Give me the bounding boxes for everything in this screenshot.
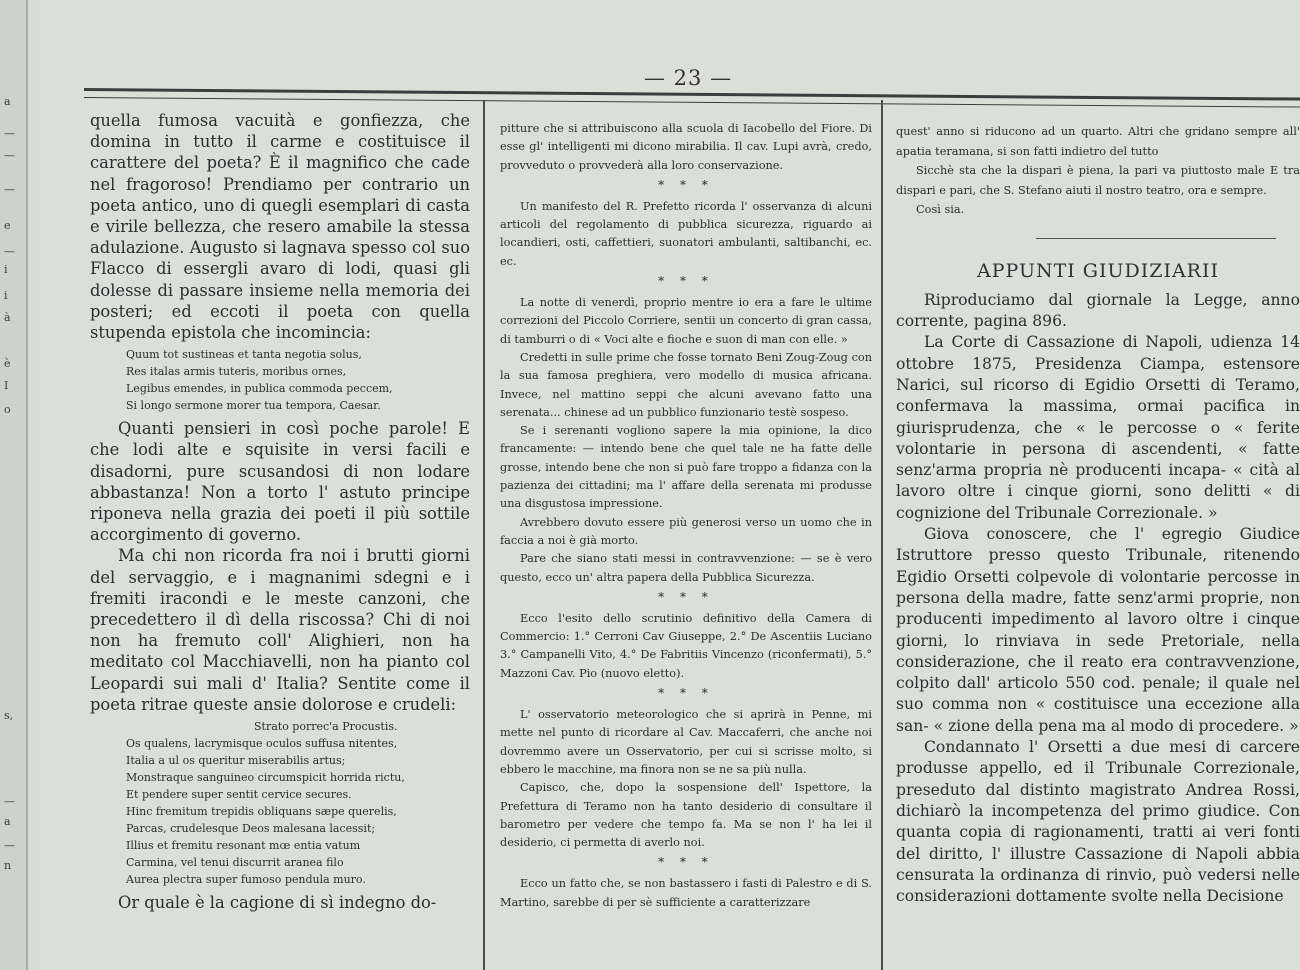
margin-glyph: i — [4, 289, 8, 302]
verse-line: Res italas armis tuteris, moribus ornes, — [126, 365, 347, 379]
verse-line: Si longo sermone morer tua tempora, Caesar. — [126, 399, 381, 413]
paragraph: Ecco l'esito dello scrutinio definitivo della Camera di Commercio: 1.° Cerroni Cav Giuseppe, 2.° De Ascentiis Luciano 3.° Campanelli Vito, 4.° De Fabritiis Vincenzo (riconfermati), 5.° Mazzoni Cav. Pio (nuovo eletto). — [500, 611, 872, 680]
section-separator: * * * — [658, 589, 714, 604]
margin-glyph: a — [4, 95, 11, 108]
paragraph: L' osservatorio meteorologico che si aprirà in Penne, mi mette nel punto di ricordare al Cav. Maccaferri, che anche noi dovremmo avere un Osservatorio, per cui si scrisse molto, si ebbero le macchine, ma finora non se ne sa più nulla. — [500, 708, 872, 776]
margin-glyph: — — [4, 127, 15, 140]
margin-glyph: — — [4, 183, 15, 196]
paragraph: La notte di venerdì, proprio mentre io era a fare le ultime correzioni del Piccolo Corriere, sentii un concerto di gran cassa, di tamburri o di « Voci alte e fioche e suon di man con elle. » — [500, 296, 872, 346]
verse-line: Aurea plectra super fumoso pendula muro. — [126, 873, 366, 887]
paragraph: Giova conoscere, che l' egregio Giudice Istruttore presso questo Tribunale, ritenendo Egidio Orsetti colpevole di volontarie percosse in persona della madre, fatte senz'armi proprie, non producenti impedimento al lavoro oltre i cinque giorni, lo rinviava in sede Pretoriale, nella considerazione, che il reato era contravvenzione, colpito dall' articolo 550 cod. penale; il quale nel suo comma non « costituisce una eccezione alla san- « zione della pena ma al modo di procedere. » — [896, 525, 1300, 735]
verse-attribution: Strato porrec'a Procustis. — [254, 720, 398, 734]
margin-glyph: i — [4, 263, 8, 276]
verse-line: Os qualens, lacrymisque oculos suffusa nitentes, — [126, 737, 398, 751]
paragraph: Ecco un fatto che, se non bastassero i fasti di Palestro e di S. Martino, sarebbe di per sè sufficiente a caratterizzare — [500, 877, 872, 909]
margin-glyph: I — [4, 379, 9, 392]
header-rule — [84, 88, 1300, 108]
paragraph: Condannato l' Orsetti a due mesi di carcere produsse appello, ed il Tribunale Correzionale, preseduto dal distinto magistrato Andrea Rossi, dichiarò la incompetenza del primo giudice. Con quanta copia di ragionamenti, tratti ai veri fonti del diritto, l' illustre Cassazione di Napoli abbia censurata la ordinanza di rinvio, può vedersi nelle considerazioni dottamente svolte nella Decisione — [896, 738, 1300, 906]
paragraph: Or quale è la cagione di sì indegno do- — [118, 893, 437, 913]
margin-glyph: à — [4, 311, 11, 324]
verse-line: Quum tot sustineas et tanta negotia solus, — [126, 348, 362, 362]
paragraph: Pare che siano stati messi in contravvenzione: — se è vero questo, ecco un' altra papera della Pubblica Sicurezza. — [500, 552, 872, 584]
paragraph: quella fumosa vacuità e gonfiezza, che domina in tutto il carme e costituisce il carattere del poeta? È il magnifico che cade nel fragoroso! Prendiamo per contrario un poeta antico, uno di quegli esemplari di casta e virile bellezza, che resero amabile la stessa adulazione. Augusto si lagnava spesso col suo Flacco di essergli avaro di lodi, quasi gli dolesse di passare insieme nella memoria dei posteri; ed eccoti il poeta con quella stupenda epistola che incomincia: — [90, 111, 470, 343]
section-separator: * * * — [658, 855, 714, 870]
paragraph: Così sia. — [916, 203, 965, 216]
section-separator: * * * — [658, 274, 714, 289]
latin-verse — [126, 718, 470, 888]
verse-line: Italia a ul os queritur miserabilis artus; — [126, 754, 346, 768]
latin-verse — [126, 346, 470, 414]
adjacent-page-margin — [0, 0, 28, 970]
paragraph: Credetti in sulle prime che fosse tornato Beni Zoug-Zoug con la sua famosa preghiera, vero modello di musica africana. Invece, nel mattino seppi che alcuni avevano fatto una serenata... chinese ad un pubblico funzionario testè sospeso. — [500, 350, 872, 419]
verse-line: Legibus emendes, in publica commoda peccem, — [126, 382, 393, 396]
margin-glyph: o — [4, 403, 11, 416]
margin-glyph: — — [4, 795, 15, 808]
verse-line: Parcas, crudelesque Deos malesana lacessit; — [126, 822, 376, 836]
margin-glyph: a — [4, 815, 11, 828]
margin-glyph: — — [4, 245, 15, 258]
verse-line: Hinc fremitum trepidis obliquans sæpe querelis, — [126, 805, 397, 819]
paragraph: Quanti pensieri in così poche parole! E che lodi alte e squisite in versi facili e disadorni, pure scusandosi di non lodare abbastanza! Non a torto l' astuto principe riponeva nella grazia dei poeti il più sottile accorgimento di governo. — [90, 419, 470, 545]
paragraph: Capisco, che, dopo la sospensione dell' Ispettore, la Prefettura di Teramo non ha tanto desiderio di consultare il barometro per vedere che tempo fa. Ma se non l' ha lei il desiderio, ci permetta di averlo noi. — [500, 781, 872, 850]
paragraph: La Corte di Cassazione di Napoli, udienza 14 ottobre 1875, Presidenza Ciampa, estensore Narici, sul ricorso di Egidio Orsetti di Teramo, confermava la massima, ormai pacifica in giurisprudenza, che « le percosse o « ferite volontarie in persona di ascendenti, « fatte senz'arma propria nè producenti incapa- « cità al lavoro oltre i cinque giorni, sono delitti « di cognizione del Tribunale Correzionale. » — [896, 333, 1300, 522]
paragraph: Riproduciamo dal giornale la Legge, anno corrente, pagina 896. — [896, 290, 1300, 331]
verse-line: Monstraque sanguineo circumspicit horrida rictu, — [126, 771, 405, 785]
column-right — [896, 122, 1300, 970]
verse-line: Et pendere super sentit cervice secures. — [126, 788, 352, 802]
paragraph: Sicchè sta che la dispari è piena, la pari va piuttosto male E tra dispari e pari, che S. Stefano aiuti il nostro teatro, ora e sempre. — [896, 164, 1300, 197]
column-left — [90, 110, 470, 970]
verse-line: Illius et fremitu resonant mœ entia vatum — [126, 839, 361, 853]
paragraph: Avrebbero dovuto essere più generosi verso un uomo che in faccia a noi è già morto. — [500, 515, 872, 547]
paragraph: Un manifesto del R. Prefetto ricorda l' osservanza di alcuni articoli del regolamento di pubblica sicurezza, riguardo ai locandieri, osti, caffettieri, suonatori ambulanti, saltibanchi, ec. ec. — [500, 199, 872, 268]
paragraph: pitture che si attribuiscono alla scuola di Iacobello del Fiore. Di esse gl' intelligenti mi dicono mirabilia. Il cav. Lupi avrà, credo, provveduto o provvederà alla loro conservazione. — [500, 122, 872, 172]
paragraph: quest' anno si riducono ad un quarto. Altri che gridano sempre all' apatia teramana, si son fatti indietro del tutto — [896, 125, 1300, 158]
margin-glyph: — — [4, 839, 15, 852]
paragraph: Ma chi non ricorda fra noi i brutti giorni del servaggio, e i magnanimi sdegni e i fremiti iracondi e le meste canzoni, che precedettero il dì della riscossa? Chi di noi non ha fremuto coll' Alighieri, non ha meditato col Macchiavelli, non ha pianto col Leopardi sui mali d' Italia? Sentite come il poeta ritrae queste ansie dolorose e crudeli: — [90, 546, 470, 714]
margin-glyph: s, — [4, 709, 14, 722]
margin-glyph: — — [4, 149, 15, 162]
verse-line: Carmina, vel tenui discurrit aranea filo — [126, 856, 344, 870]
page-number: — 23 — — [644, 66, 733, 90]
column-middle — [500, 120, 872, 970]
section-rule — [1036, 238, 1276, 239]
section-separator: * * * — [658, 177, 714, 192]
paragraph: Se i serenanti vogliono sapere la mia opinione, la dico francamente: — intendo bene che quel tale ne ha fatte delle grosse, intendo bene che non si può fare troppo a fidanza con la pazienza dei cittadini; ma l' affare della serenata mi produsse una disgustosa impressione. — [500, 424, 872, 511]
section-separator: * * * — [658, 686, 714, 701]
section-heading: APPUNTI GIUDIZIARII — [977, 259, 1219, 282]
margin-glyph: e — [4, 219, 11, 232]
margin-glyph: n — [4, 859, 12, 872]
column-divider — [483, 100, 485, 970]
theatre-note — [896, 122, 1300, 220]
margin-glyph: è — [4, 357, 11, 370]
column-divider — [881, 100, 883, 970]
newspaper-page — [40, 0, 1300, 970]
